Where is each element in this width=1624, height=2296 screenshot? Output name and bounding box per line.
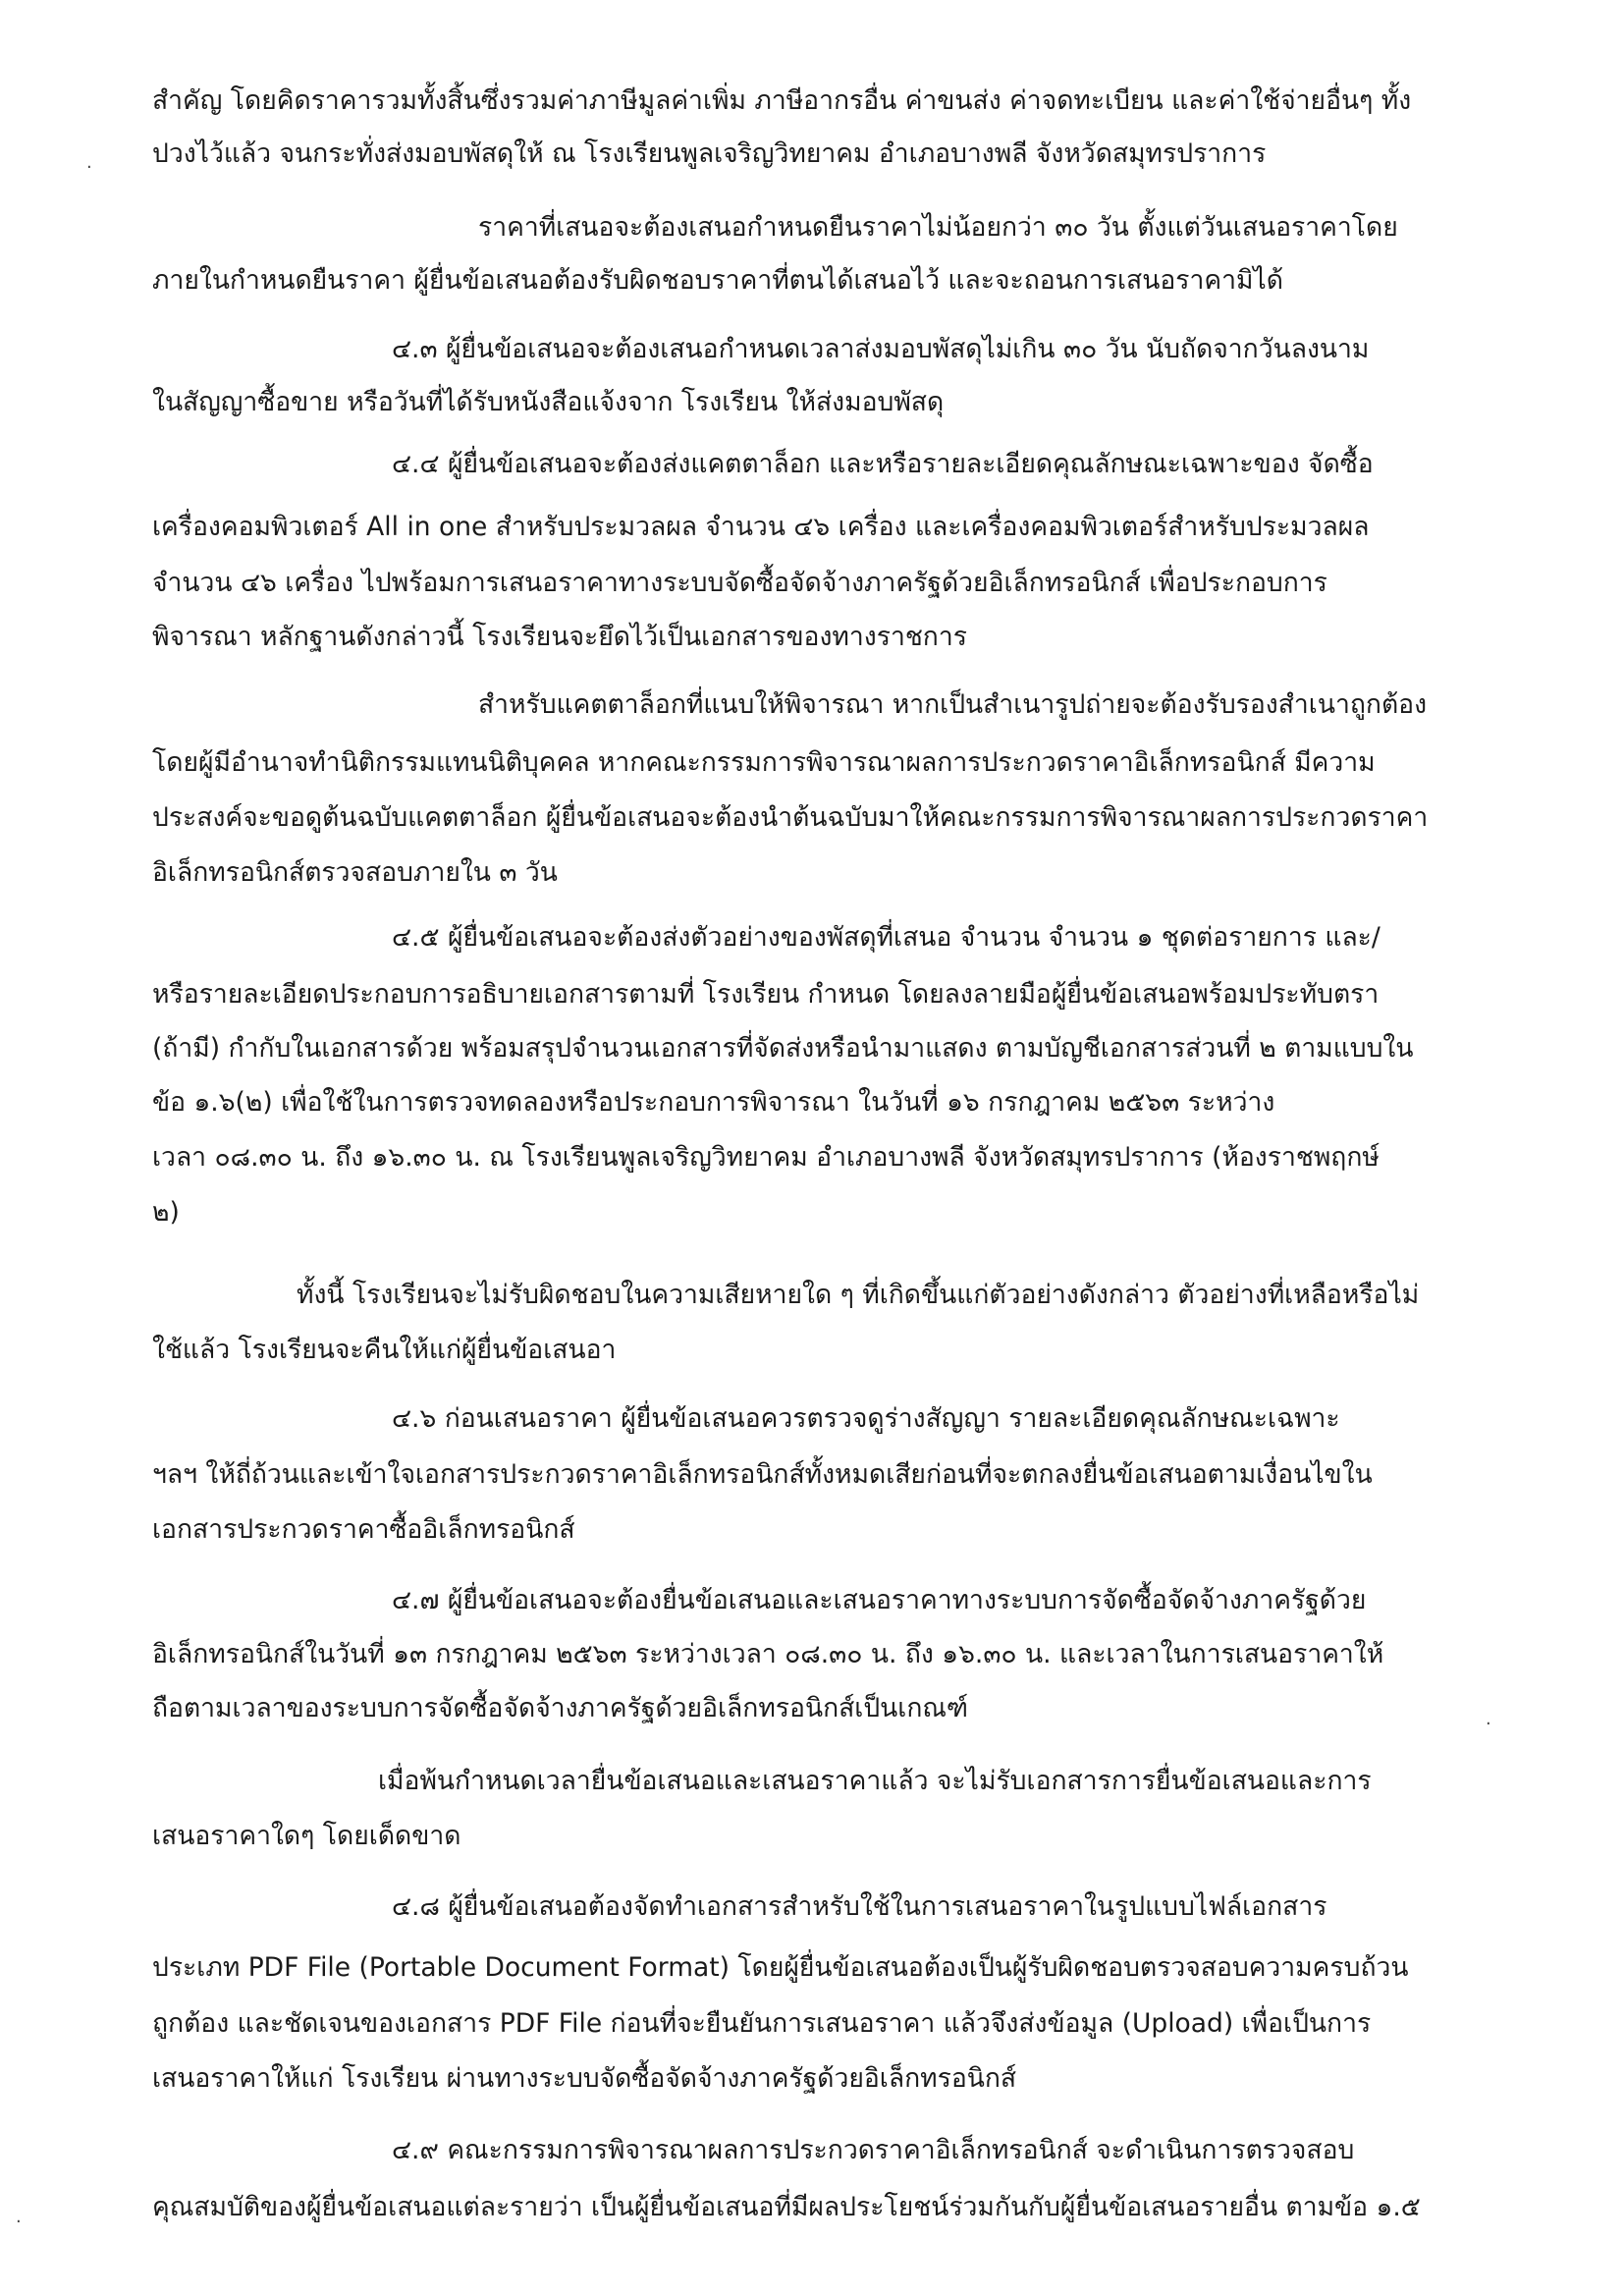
body-line-21: ทั้งนี้ โรงเรียนจะไม่รับผิดชอบในความเสียหายใด ๆ ที่เกิดขึ้นแก่ตัวอย่างดังกล่าว ตัวอย่างที่เหลือหรือไม่ xyxy=(297,1280,1420,1310)
body-line-9: จำนวน ๔๖ เครื่อง ไปพร้อมการเสนอราคาทางระบบจัดซื้อจัดจ้างภาครัฐด้วยอิเล็กทรอนิกส์ เพื่อประกอบการ xyxy=(152,568,1327,598)
body-line-27: อิเล็กทรอนิกส์ในวันที่ ๑๓ กรกฎาคม ๒๕๖๓ ระหว่างเวลา ๐๘.๓๐ น. ถึง ๑๖.๓๐ น. และเวลาในการเสนอราคาให้ xyxy=(152,1639,1384,1669)
body-line-34: เสนอราคาให้แก่ โรงเรียน ผ่านทางระบบจัดซื้อจัดจ้างภาครัฐด้วยอิเล็กทรอนิกส์ xyxy=(152,2063,1017,2094)
scan-speck: · xyxy=(1486,1714,1491,1734)
body-line-29: เมื่อพ้นกำหนดเวลายื่นข้อเสนอและเสนอราคาแล้ว จะไม่รับเอกสารการยื่นข้อเสนอและการ xyxy=(378,1766,1372,1796)
body-line-18: ข้อ ๑.๖(๒) เพื่อใช้ในการตรวจทดลองหรือประกอบการพิจารณา ในวันที่ ๑๖ กรกฎาคม ๒๕๖๓ ระหว่าง xyxy=(152,1087,1275,1118)
body-line-8: เครื่องคอมพิวเตอร์ All in one สำหรับประมวลผล จำนวน ๔๖ เครื่อง และเครื่องคอมพิวเตอร์สำหรับประมวลผล xyxy=(152,512,1370,542)
clause-4-7: ๔.๗ ผู้ยื่นข้อเสนอจะต้องยื่นข้อเสนอและเสนอราคาทางระบบการจัดซื้อจัดจ้างภาครัฐด้วย xyxy=(392,1585,1367,1615)
scan-speck: · xyxy=(86,157,92,178)
body-line-14: อิเล็กทรอนิกส์ตรวจสอบภายใน ๓ วัน xyxy=(152,857,558,888)
body-line-1: สำคัญ โดยคิดราคารวมทั้งสิ้นซึ่งรวมค่าภาษีมูลค่าเพิ่ม ภาษีอากรอื่น ค่าขนส่ง ค่าจดทะเบียน และค่าใช้จ่ายอื่นๆ ทั้ง xyxy=(152,85,1412,116)
body-line-25: เอกสารประกวดราคาซื้ออิเล็กทรอนิกส์ xyxy=(152,1514,575,1545)
body-line-10: พิจารณา หลักฐานดังกล่าวนี้ โรงเรียนจะยึดไว้เป็นเอกสารของทางราชการ xyxy=(152,622,967,652)
body-line-36: คุณสมบัติของผู้ยื่นข้อเสนอแต่ละรายว่า เป็นผู้ยื่นข้อเสนอที่มีผลประโยชน์ร่วมกันกับผู้ยื่นข้อเสนอรายอื่น ตามข้อ ๑.๕ xyxy=(152,2192,1421,2222)
body-line-32: ประเภท PDF File (Portable Document Format) โดยผู้ยื่นข้อเสนอต้องเป็นผู้รับผิดชอบตรวจสอบความครบถ้วน xyxy=(152,1952,1409,1983)
body-line-12: โดยผู้มีอำนาจทำนิติกรรมแทนนิติบุคคล หากคณะกรรมการพิจารณาผลการประกวดราคาอิเล็กทรอนิกส์ มีความ xyxy=(152,747,1376,778)
body-line-33: ถูกต้อง และชัดเจนของเอกสาร PDF File ก่อนที่จะยืนยันการเสนอราคา แล้วจึงส่งข้อมูล (Upload) เพื่อเป็นการ xyxy=(152,2008,1372,2039)
body-line-2: ปวงไว้แล้ว จนกระทั่งส่งมอบพัสดุให้ ณ โรงเรียนพูลเจริญวิทยาคม อำเภอบางพลี จังหวัดสมุทรปราการ xyxy=(152,138,1267,169)
clause-4-6: ๔.๖ ก่อนเสนอราคา ผู้ยื่นข้อเสนอควรตรวจดูร่างสัญญา รายละเอียดคุณลักษณะเฉพาะ xyxy=(392,1403,1340,1434)
clause-4-9: ๔.๙ คณะกรรมการพิจารณาผลการประกวดราคาอิเล็กทรอนิกส์ จะดำเนินการตรวจสอบ xyxy=(392,2135,1355,2165)
clause-4-5: ๔.๕ ผู้ยื่นข้อเสนอจะต้องส่งตัวอย่างของพัสดุที่เสนอ จำนวน จำนวน ๑ ชุดต่อรายการ และ/ xyxy=(392,922,1380,953)
body-line-22: ใช้แล้ว โรงเรียนจะคืนให้แก่ผู้ยื่นข้อเสนอา xyxy=(152,1335,617,1365)
clause-4-3: ๔.๓ ผู้ยื่นข้อเสนอจะต้องเสนอกำหนดเวลาส่งมอบพัสดุไม่เกิน ๓๐ วัน นับถัดจากวันลงนาม xyxy=(392,334,1370,364)
clause-4-4: ๔.๔ ผู้ยื่นข้อเสนอจะต้องส่งแคตตาล็อก และหรือรายละเอียดคุณลักษณะเฉพาะของ จัดซื้อ xyxy=(392,449,1374,479)
clause-4-8: ๔.๘ ผู้ยื่นข้อเสนอต้องจัดทำเอกสารสำหรับใช้ในการเสนอราคาในรูปแบบไฟล์เอกสาร xyxy=(392,1891,1327,1922)
body-line-13: ประสงค์จะขอดูต้นฉบับแคตตาล็อก ผู้ยื่นข้อเสนอจะต้องนำต้นฉบับมาให้คณะกรรมการพิจารณาผลการประกวดราคา xyxy=(152,802,1429,833)
scan-speck: · xyxy=(16,2212,22,2232)
body-line-17: (ถ้ามี) กำกับในเอกสารด้วย พร้อมสรุปจำนวนเอกสารที่จัดส่งหรือนำมาแสดง ตามบัญชีเอกสารส่วนที่ ๒ ตามแบบใน xyxy=(152,1033,1414,1064)
body-line-24: ฯลฯ ให้ถี่ถ้วนและเข้าใจเอกสารประกวดราคาอิเล็กทรอนิกส์ทั้งหมดเสียก่อนที่จะตกลงยื่นข้อเสนอตามเงื่อนไขใน xyxy=(152,1459,1373,1490)
body-line-11: สำหรับแคตตาล็อกที่แนบให้พิจารณา หากเป็นสำเนารูปถ่ายจะต้องรับรองสำเนาถูกต้อง xyxy=(478,689,1428,720)
body-line-4: ภายในกำหนดยืนราคา ผู้ยื่นข้อเสนอต้องรับผิดชอบราคาที่ตนได้เสนอไว้ และจะถอนการเสนอราคามิได้ xyxy=(152,265,1283,296)
body-line-19: เวลา ๐๘.๓๐ น. ถึง ๑๖.๓๐ น. ณ โรงเรียนพูลเจริญวิทยาคม อำเภอบางพลี จังหวัดสมุทรปราการ (ห้องราชพฤกษ์ xyxy=(152,1142,1380,1173)
body-line-6: ในสัญญาซื้อขาย หรือวันที่ได้รับหนังสือแจ้งจาก โรงเรียน ให้ส่งมอบพัสดุ xyxy=(152,387,945,417)
body-line-20: ๒) xyxy=(152,1197,180,1228)
body-line-28: ถือตามเวลาของระบบการจัดซื้อจัดจ้างภาครัฐด้วยอิเล็กทรอนิกส์เป็นเกณฑ์ xyxy=(152,1693,968,1723)
body-line-16: หรือรายละเอียดประกอบการอธิบายเอกสารตามที่ โรงเรียน กำหนด โดยลงลายมือผู้ยื่นข้อเสนอพร้อมประทับตรา xyxy=(152,979,1380,1010)
body-line-3: ราคาที่เสนอจะต้องเสนอกำหนดยืนราคาไม่น้อยกว่า ๓๐ วัน ตั้งแต่วันเสนอราคาโดย xyxy=(478,212,1398,243)
body-line-30: เสนอราคาใดๆ โดยเด็ดขาด xyxy=(152,1821,461,1851)
